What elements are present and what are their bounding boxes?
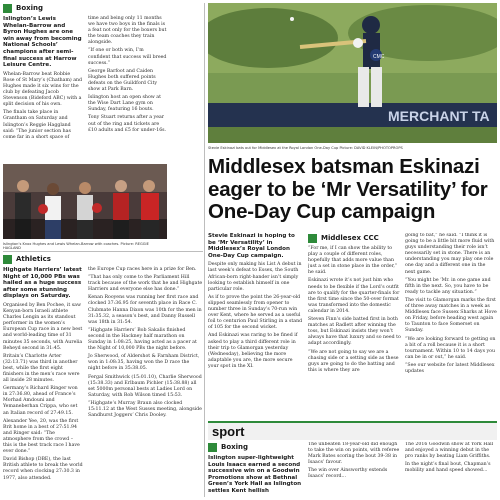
athletics-story <box>3 254 203 498</box>
section-label: Boxing <box>221 443 249 451</box>
story-paragraph: Germany’s Richard Ringer won in 27:36.80, ahead of France’s Morhad Amdouni and Yemaneberhan Crippa, who set an Italian record of 27:49.15. <box>3 386 78 416</box>
boxing-photo-caption-block <box>3 240 167 250</box>
story-paragraph: “We are looking forward to getting on a bit of a roll because it is a short tournament. Within 10 to 14 days you can be in or out,” he said. <box>405 336 496 360</box>
story-paragraph: “We are not going to say we are a chasing side or a setting side as these guys are going to do the batting and this is where they are <box>308 349 399 373</box>
bottom-boxing-col3 <box>405 442 497 498</box>
cricket-photo-caption-block <box>208 144 497 154</box>
story-paragraph: “See our website for latest Middlesex updates <box>405 362 495 374</box>
story-lead: Highgate Harriers’ latest Night of 10,000 PBs was hailed as a huge success after some stunning displays on Saturday. <box>3 267 82 300</box>
story-paragraph: Kenan Rooyens was running her first race and clocked 37:36.95 for seventh place in Race C. Clubmate Hanna Dixon was 10th for the men in 31:35.32, a season’s best, and Danny Russell was 18th in 31:54. <box>88 295 202 325</box>
photo-caption: Stevie Eskinazi bats out for Middlesex at the Royal London One-Day Cup Picture: DAVID KLEIN/PHOTOPROPS <box>208 146 403 150</box>
divider <box>3 251 203 252</box>
section-header <box>3 254 203 264</box>
story-paragraph: The unbeaten 18-year-old did enough to take the win on points, with referee Mark Bates scoring the bout 39-38 in Isaacs’ favour. <box>308 442 400 466</box>
photo-caption: Islington’s Knox Hughes and Lewis Whelan-Barrow with coaches. Picture: REGGIE HAGLAND <box>3 242 149 250</box>
section-label: Athletics <box>16 255 51 263</box>
section-header <box>3 3 167 13</box>
story-paragraph: Organised by Ben Pochee, it saw Kenyan-born Israeli athlete Charles Lengin as its standout performer in the women’s European Cup race in a new best and world-leading time of 31 minutes 35 seconds, with Aurelia Beheyd second in 31:45. <box>3 302 83 351</box>
story-paragraph: The win over Ainsworthy extends Isaacs’ record... <box>308 468 388 480</box>
story-paragraph: Whelan-Barrow beat Robbie Rose of St Mary’s (Chatham) and Hughes made it six wins for the club by defeating Jacob Stevenson (Bideford ABC) with a split decision of his own. <box>3 71 83 108</box>
section-marker <box>3 255 12 264</box>
section-label: Middlesex CCC <box>321 234 379 242</box>
story-paragraph: “For me, if I can show the ability to play a couple of different roles, hopefully that adds more value than just a set in stone place in the order,” he said. <box>308 246 398 276</box>
sponsor-banner-text: MERCHANT TA <box>388 108 490 124</box>
story-paragraph: The finals take place in Grantham on Saturday and Islington’s Reggie Haggland said: “The junior section has come far in a short space of <box>3 110 71 140</box>
cricket-story-col2 <box>308 233 401 417</box>
story-paragraph: The 2016 Goodwin show at York Hall and enjoyed a winning debut in the pro ranks by beating Liam Griffiths. <box>405 442 494 460</box>
story-paragraph: Tony Stuart returns after a year out of the ring and tickets are £10 adults and £5 for under-16s. <box>88 115 167 133</box>
story-lead: Islington’s Lewis Whelan-Barrow and Byron Hughes are one win away from becoming National Schools’ champions after semi-final success at Harrow Leisure Centre. <box>3 16 82 69</box>
sport-section-label: sport <box>212 424 245 439</box>
story-paragraph: “That has only come to the Parliament Hill track because of the work that he and Highgate Harriers and everyone else has done.” <box>88 275 203 293</box>
section-header <box>308 233 401 243</box>
story-paragraph: Jo Sherwood, of Aldershot & Farnham District, won in 1:08:35, having won the D race the night before in 35:38.05. <box>88 354 200 372</box>
story-paragraph: “You might be ‘Mr. in one game and fifth in the next. So, you have to be ready to tackle any situation.” <box>405 277 491 295</box>
story-paragraph: And Eskinazi was raring to be fined if asked to play a third different role in their trip to Glamorgan yesterday (Wednesday), believing the more adaptable you are, the more secure your spot in the XI. <box>208 333 298 369</box>
story-paragraph: Despite only making his List A debut in last week’s defeat to Essex, the South African-born right-hander isn’t simply looking to establish himself in one particular role. <box>208 262 302 292</box>
column-divider <box>204 3 205 497</box>
story-paragraph: Britain’s Charlotte Arter (32:13.71) was third in another best, while the first eight finishers in the men’s race were all inside 28 minutes. <box>3 353 80 384</box>
sport-section-bar <box>208 421 497 440</box>
story-paragraph: In the night’s final bout, Chapman’s mobility and hand speed showed... <box>405 462 491 474</box>
shirt-badge-text: CMC <box>373 54 385 60</box>
story-lead: Islington super-lightweight Louis Isaacs earned a second successive win on a Goodwin Promotions show at Bethnal Green’s York Hall as Islington settles Kent hellish <box>208 455 302 494</box>
section-marker <box>208 443 217 452</box>
story-paragraph: “Highgate’s Murray Braun also clocked 15:11.12 at the West Sussex meeting, alongside Sandhurst Joggers’ Chris Dooley. <box>88 400 202 419</box>
boxing-photo <box>3 164 167 239</box>
bottom-boxing-col2 <box>308 442 401 498</box>
boxers-illustration <box>3 164 167 239</box>
cricket-photo <box>208 3 497 143</box>
story-paragraph: David Bishop (DBE), the last British athlete to break the world record when clocking 27:30.3 in 1977, also attended. <box>3 457 83 481</box>
boxing-story <box>3 3 167 163</box>
story-paragraph: “If one or both win, I’m confident that success will breed success.” <box>88 48 167 66</box>
cricket-story-col3 <box>405 233 497 417</box>
story-paragraph: Steven Finn’s side batted first in both matches at Radlett after winning the toss, but Eskinazi insists they won’t always have that luxury and so need to adapt accordingly. <box>308 317 401 347</box>
story-paragraph: Fergal Smithwick (15:01.10), Charlie Sherwood (15:38.33) and Erlbaum Pichler (15:38.88) all set 5000m personal bests at Ladies Lord on Saturday, with Rob Wilson timed 15:53. <box>88 374 202 398</box>
story-paragraph: going to bat,” he said. “I think it is going to be a little bit more fluid with guys understanding their role isn’t necessarily set in stone. There is an understanding you may play one role one day and a different one in the next game. <box>405 233 495 275</box>
story-paragraph: “Highgate Harriers’ Bob Sakalis finished second in the Hackney half marathon on Sunday in 1:08:25, having acted as a pacer at the Night of 10,000 PBs the night before. <box>88 327 197 352</box>
story-paragraph: time and being only 11 months we have two boys in the finals is a feat not only for the boxers but the team coaches they train alongside. <box>88 16 167 46</box>
batsman-illustration <box>208 3 497 143</box>
page-headline: Middlesex batsman Eskinazi eager to be ‘Mr Versatility’ for One-Day Cup campaign <box>208 155 488 223</box>
section-marker <box>3 4 12 13</box>
story-paragraph: As if to prove the point the 26-year-old slipped seamlessly from opener to number three in Sunday’s 70-run win over Kent, where he served as a useful foil to centurion Paul Stirling in a stand of 105 for the second wicket. <box>208 294 303 331</box>
story-paragraph: Alexander Yee, 20, was the first Brit home in a best of 27:51.94 and Ringer said: “The atmosphere from the crowd – this is the best track race I have ever done.” <box>3 418 80 455</box>
story-paragraph: George Barfoot and Caiden Hughes both suffered points defeats on the Guildford City show at Park Barn. <box>88 68 158 93</box>
section-label: Boxing <box>16 4 44 12</box>
story-paragraph: The visit to Glamorgan marks the first of three away matches in a week as Middlesex face Sussex Sharks at Hove on Friday, before heading west again to Taunton to face Somerset on Sunday. <box>405 297 497 334</box>
story-paragraph: Eskinazi wrote it’s not just him who needs to be flexible if the Lord’s outfit are to qualify for the quarter-finals for the first time since the 50-over format was transformed into the domestic calendar in 2014. <box>308 278 400 314</box>
section-header <box>208 442 303 452</box>
story-paragraph: Islington host an open show at the Wise Dart Lane gym on Sunday, featuring 16 bouts. <box>88 95 161 113</box>
story-standfirst: Stevie Eskinazi is hoping to be ‘Mr Versatility’ in Middlesex’s Royal London One-Day Cup campaign. <box>208 233 295 259</box>
bottom-boxing-col1 <box>208 442 303 498</box>
cricket-story-col1 <box>208 233 303 417</box>
section-marker <box>308 234 317 243</box>
story-paragraph: the Europe Cup races here in a prize for Ben. <box>88 267 197 272</box>
